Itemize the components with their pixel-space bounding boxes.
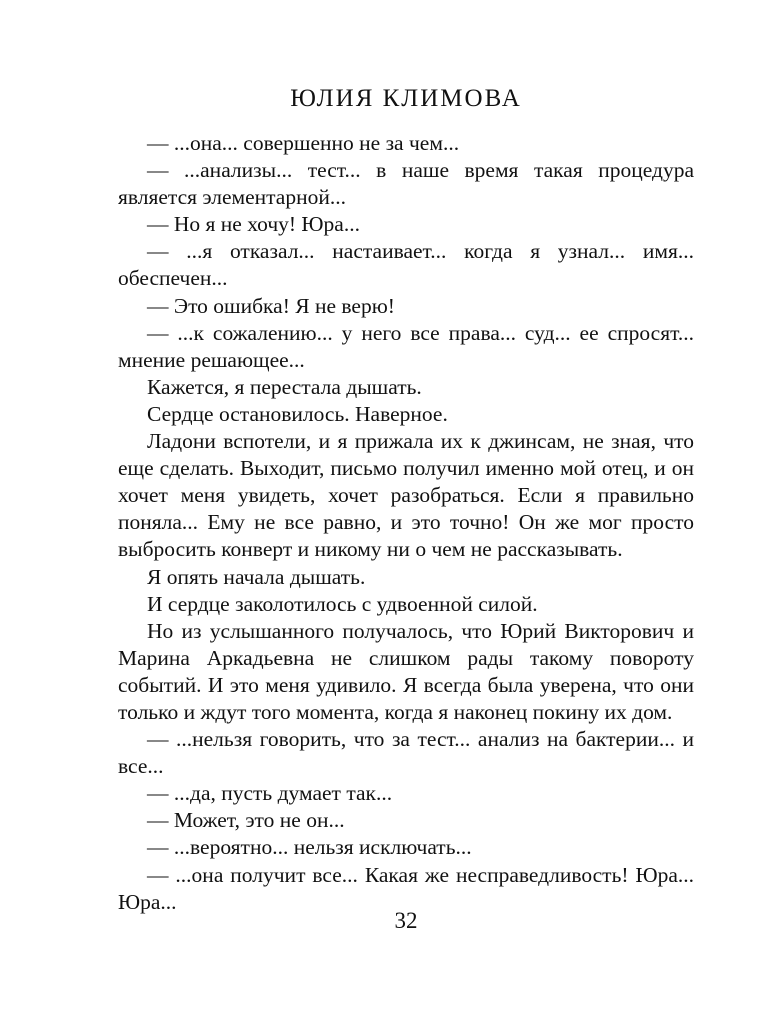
paragraph-7: Кажется, я перестала дышать.	[147, 374, 422, 399]
paragraph-14: — ...да, пусть думает так...	[147, 781, 393, 806]
paragraph-13: — ...нельзя говорить, что за тест... анализ на бактерии... и все...	[118, 727, 694, 779]
paragraph-5: — Это ошибка! Я не верю!	[147, 293, 395, 318]
paragraph-15: — Может, это не он...	[147, 808, 345, 833]
body-text	[118, 130, 694, 916]
paragraph-12: Но из услышанного получалось, что Юрий Викторович и Марина Аркадьевна не слишком рады такому повороту событий. И это меня удивило. Я всегда была уверена, что они только и ждут того момента, когда я наконец покину их дом.	[118, 618, 694, 724]
paragraph-9: Ладони вспотели, и я прижала их к джинсам, не зная, что еще сделать. Выходит, письмо получил именно мой отец, и он хочет меня увидеть, хочет разобраться. Если я правильно поняла... Ему не все равно, и это точно! Он же мог просто выбросить конверт и никому ни о чем не рассказывать.	[118, 429, 694, 562]
running-header: ЮЛИЯ КЛИМОВА	[290, 85, 522, 112]
paragraph-16: — ...вероятно... нельзя исключать...	[147, 835, 472, 860]
page-number: 32	[394, 908, 418, 933]
paragraph-3: — Но я не хочу! Юра...	[147, 212, 360, 237]
book-page	[118, 0, 694, 1033]
paragraph-17: — ...она получит все... Какая же несправедливость! Юра... Юра...	[118, 862, 694, 914]
paragraph-10: Я опять начала дышать.	[147, 564, 366, 589]
paragraph-2: — ...анализы... тест... в наше время такая процедура является элементарной...	[118, 158, 694, 210]
paragraph-4: — ...я отказал... настаивает... когда я узнал... имя... обеспечен...	[118, 239, 694, 291]
paragraph-6: — ...к сожалению... у него все права... суд... ее спросят... мнение решающее...	[118, 320, 694, 372]
paragraph-8: Сердце остановилось. Наверное.	[147, 401, 448, 426]
paragraph-1: — ...она... совершенно не за чем...	[147, 131, 460, 155]
paragraph-11: И сердце заколотилось с удвоенной силой.	[147, 591, 538, 616]
